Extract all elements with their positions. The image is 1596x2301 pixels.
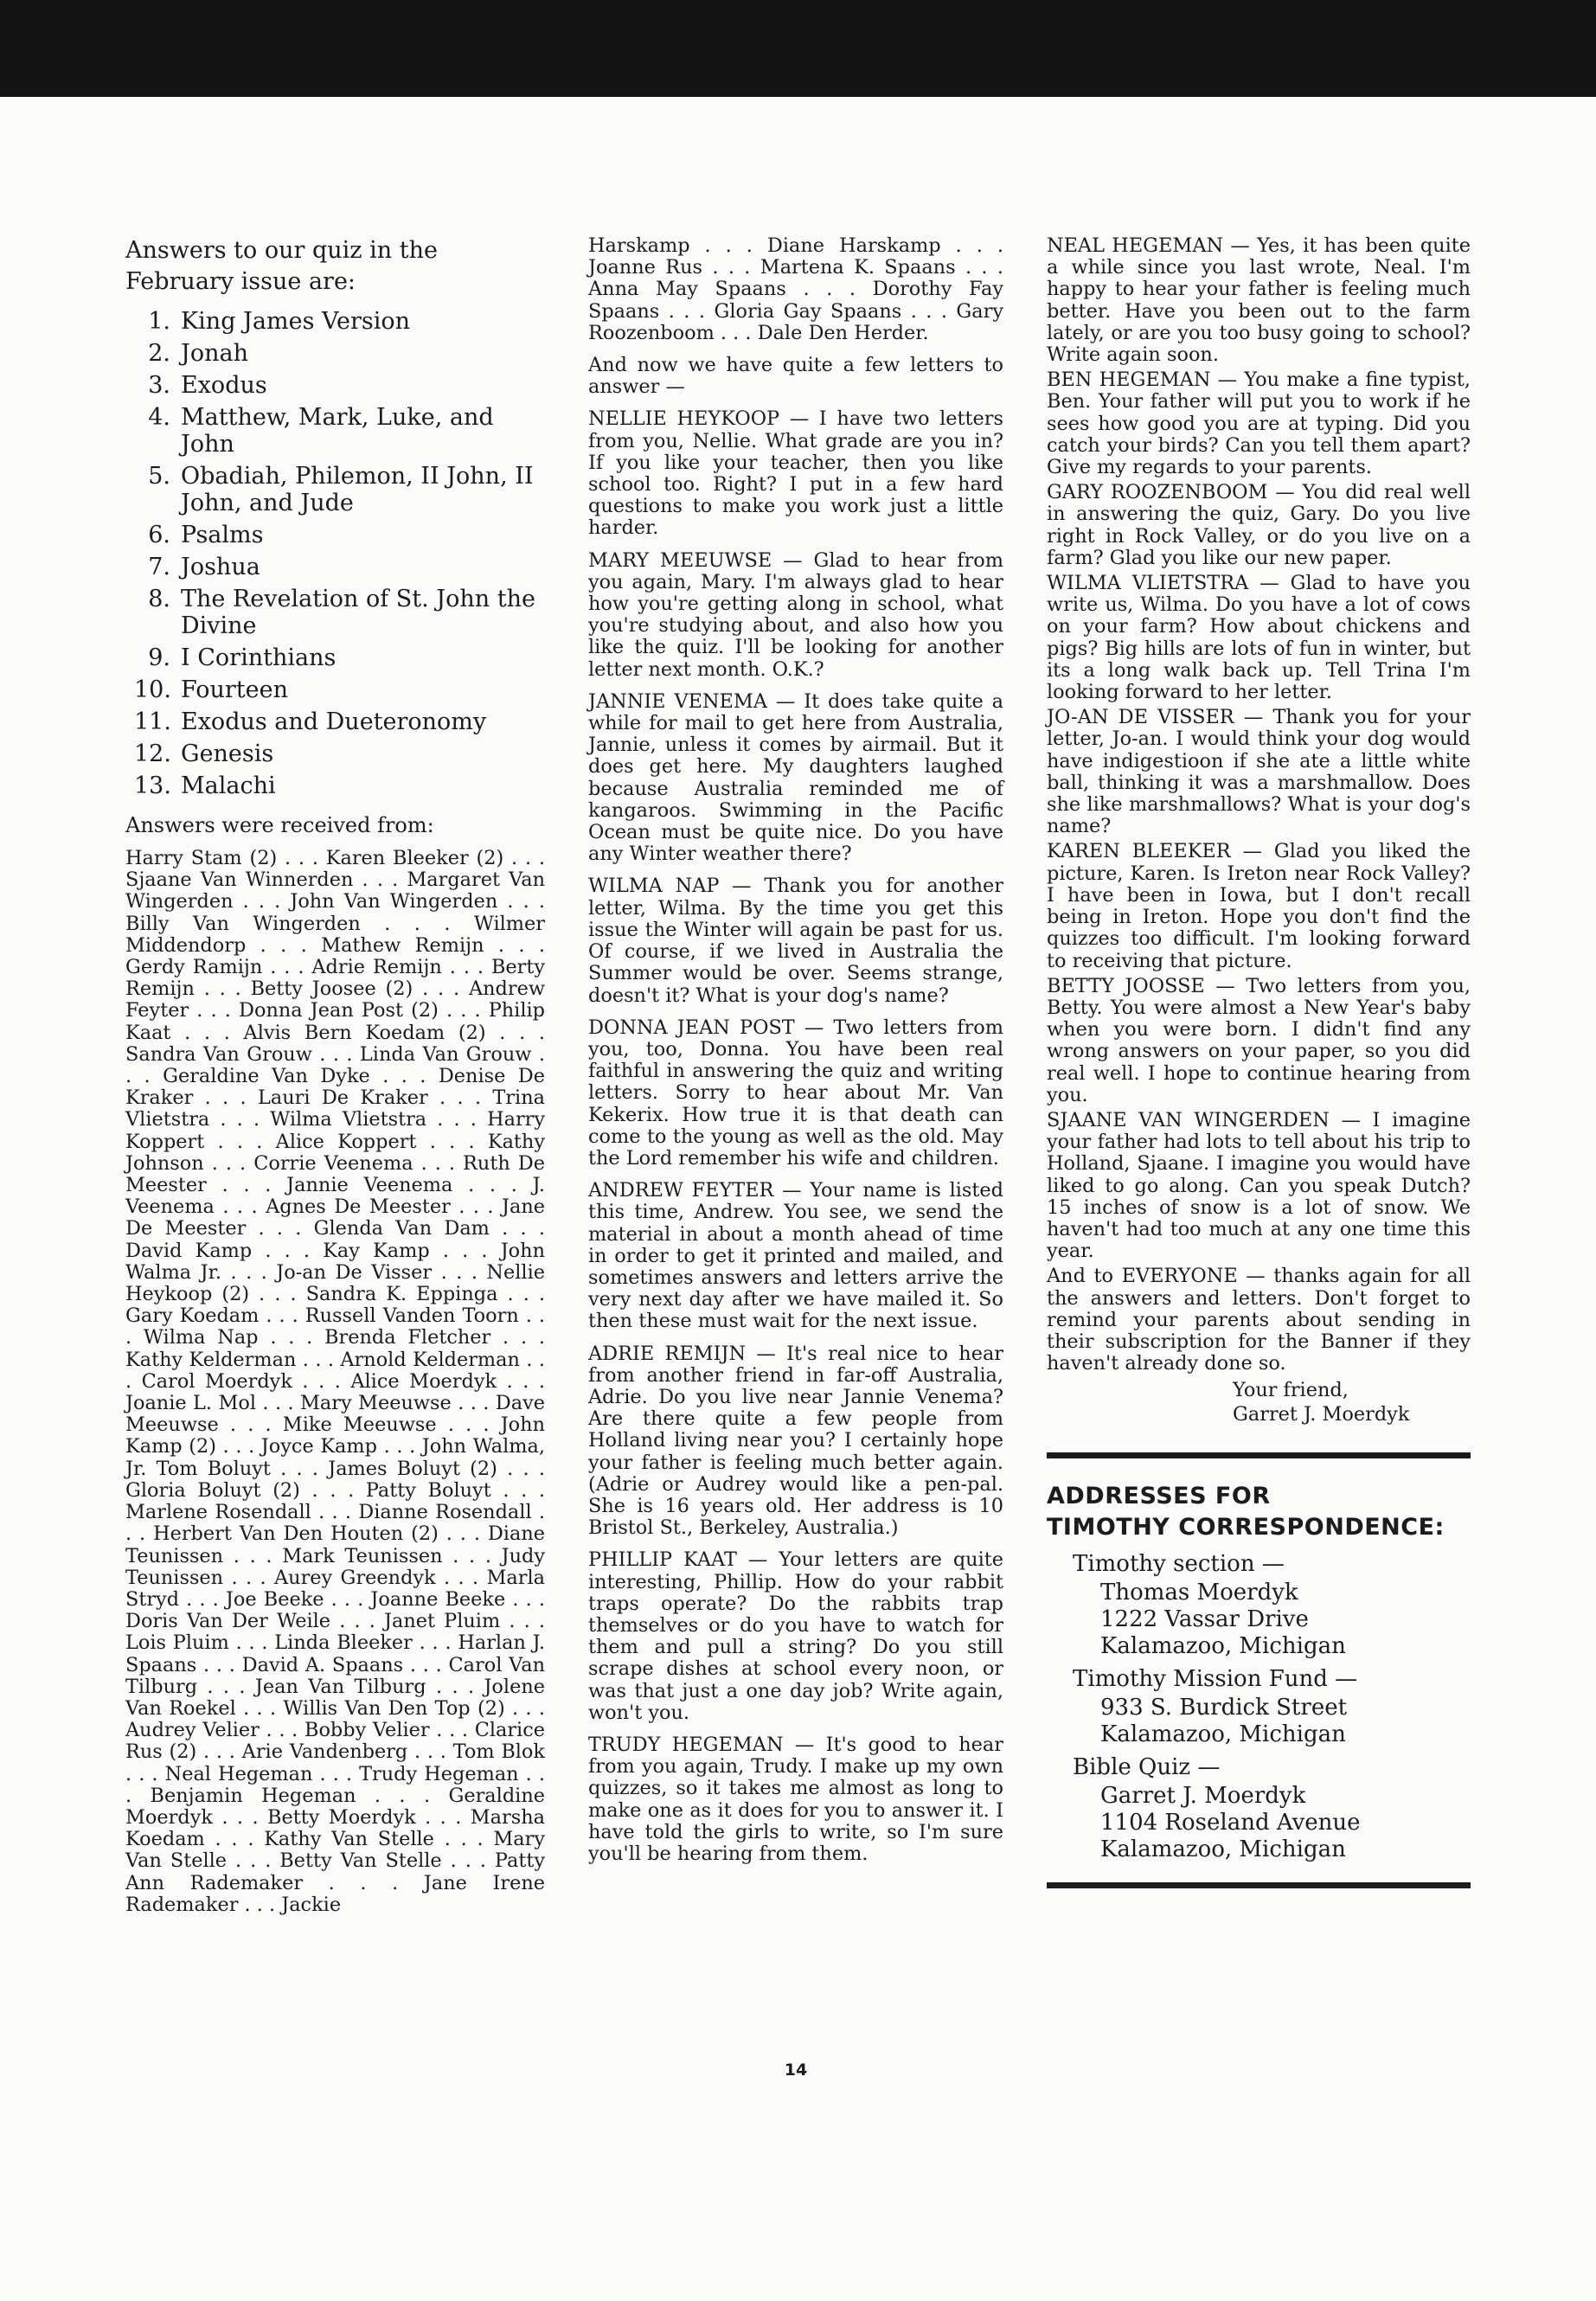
quiz-answer: 8. The Revelation of St. John the Divine [148, 586, 535, 639]
column-letters-1 [588, 235, 1003, 1875]
letter-reply: KAREN BLEEKER — Glad you liked the picture, Karen. Is Ireton near Rock Valley? I have been in Iowa, but I don't recall being in Ireton. Hope you don't find the quizzes too difficult. I'm looking forward to receiving that picture. [1047, 840, 1471, 972]
letter-reply: DONNA JEAN POST — Two letters from you, too, Donna. You have been real faithful in answering the quiz and writing letters. Sorry to hear about Mr. Van Kekerix. How true it is that death can come to the young as well as the old. May the Lord remember his wife and children. [588, 1016, 1003, 1170]
letter-reply: SJAANE VAN WINGERDEN — I imagine your father had lots to tell about his trip to Holland, Sjaane. I imagine you would have liked to go along. Can you speak Dutch? 15 inches of snow is a lot of snow. We haven't had too much at any one time this year. [1047, 1108, 1471, 1263]
address-section-label: Bible Quiz — [1073, 1754, 1221, 1781]
column-quiz-answers [125, 235, 545, 1926]
letter-reply: ANDREW FEYTER — Your name is listed this time, Andrew. You see, we send the material in about a month ahead of time in order to get it printed and mailed, and sometimes answers and letters arrive the very next day after we have mailed it. So then these must wait for the next issue. [588, 1179, 1003, 1333]
quiz-answer: 7. Joshua [148, 554, 260, 580]
divider-rule [1047, 1882, 1471, 1888]
quiz-answer: 13. Malachi [134, 772, 276, 799]
quiz-answer: 12. Genesis [134, 740, 274, 767]
address-line: Kalamazoo, Michigan [1100, 1836, 1346, 1863]
address-section-label: Timothy Mission Fund — [1073, 1666, 1358, 1693]
letter-reply: BEN HEGEMAN — You make a fine typist, Ben. Your father will put you to work if he sees how good you are at typing. Did you catch your birds? Can you tell them apart? Give my regards to your parents. [1047, 369, 1471, 479]
quiz-answer-list [125, 308, 545, 799]
address-line: 933 S. Burdick Street [1100, 1695, 1348, 1721]
letter-reply: ADRIE REMIJN — It's real nice to hear from another friend in far-off Australia, Adrie. Do you live near Jannie Venema? Are there quite a few people from Holland living near you? I certainly hope your father is feeling much better again. (Adrie or Audrey would like a pen-pal. She is 16 years old. Her address is 10 Bristol St., Berkeley, Australia.) [588, 1342, 1003, 1540]
quiz-answer: 9. I Corinthians [148, 644, 337, 671]
names-list: Harry Stam (2) . . . Karen Bleeker (2) . . . Sjaane Van Winnerden . . . Margaret Van Wingerden . . . John Van Wingerden . . . Billy Van Wingerden . . . Wilmer Middendorp . . . Mathew Remijn . . . Gerdy Ramijn . . . Adrie Remijn . . . Berty Remijn . . . Betty Joosee (2) . . . Andrew Feyter . . . Donna Jean Post (2) . . . Philip Kaat . . . Alvis Bern Koedam (2) . . . Sandra Van Grouw . . . Linda Van Grouw . . . Geraldine Van Dyke . . . Denise De Kraker . . . Lauri De Kraker . . . Trina Vlietstra . . . Wilma Vlietstra . . . Harry Koppert . . . Alice Koppert . . . Kathy Johnson . . . Corrie Veenema . . . Ruth De Meester . . . Jannie Veenema . . . J. Veenema . . . Agnes De Meester . . . Jane De Meester . . . Glenda Van Dam . . . David Kamp . . . Kay Kamp . . . John Walma Jr. . . . Jo-an De Visser . . . Nellie Heykoop (2) . . . Sandra K. Eppinga . . . Gary Koedam . . . Russell Vanden Toorn . . . Wilma Nap . . . Brenda Fletcher . . . Kathy Kelderman . . . Arnold Kelderman . . . Carol Moerdyk . . . Alice Moerdyk . . . Joanie L. Mol . . . Mary Meeuwse . . . Dave Meeuwse . . . Mike Meeuwse . . . John Kamp (2) . . . Joyce Kamp . . . John Walma, Jr. Tom Boluyt . . . James Boluyt (2) . . . Gloria Boluyt (2) . . . Patty Boluyt . . . Marlene Rosendall . . . Dianne Rosendall . . . Herbert Van Den Houten (2) . . . Diane Teunissen . . . Mark Teunissen . . . Judy Teunissen . . . Aurey Greendyk . . . Marla Stryd . . . Joe Beeke . . . Joanne Beeke . . . Doris Van Der Weile . . . Janet Pluim . . . Lois Pluim . . . Linda Bleeker . . . Harlan J. Spaans . . . David A. Spaans . . . Carol Van Tilburg . . . Jean Van Tilburg . . . Jolene Van Roekel . . . Willis Van Den Top (2) . . . Audrey Velier . . . Bobby Velier . . . Clarice Rus (2) . . . Arie Vandenberg . . . Tom Blok . . . Neal Hegeman . . . Trudy Hegeman . . . Benjamin Hegeman . . . Geraldine Moerdyk . . . Betty Moerdyk . . . Marsha Koedam . . . Kathy Van Stelle . . . Mary Van Stelle . . . Betty Van Stelle . . . Patty Ann Rademaker . . . Jane Irene Rademaker . . . Jackie [125, 847, 545, 1916]
letter-reply: NEAL HEGEMAN — Yes, it has been quite a while since you last wrote, Neal. I'm happy to hear your father is feeling much better. Have you been out to the farm lately, or are you too busy going to school? Write again soon. [1047, 234, 1471, 367]
column-letters-2 [1047, 235, 1471, 1888]
address-line: Thomas Moerdyk [1100, 1580, 1298, 1606]
signature: Garret J. Moerdyk [1233, 1403, 1410, 1426]
letter-reply: JO-AN DE VISSER — Thank you for your letter, Jo-an. I would think your dog would have indigestioon if she ate a little white ball, thinking it was a marshmallow. Does she like marshmallows? What is your dog's name? [1047, 706, 1471, 838]
quiz-answer: 5. Obadiah, Philemon, II John, II John, and Jude [148, 463, 534, 516]
quiz-answer: 1. King James Version [148, 308, 411, 335]
quiz-answer: 2. Jonah [148, 340, 248, 367]
address-line: 1222 Vassar Drive [1100, 1606, 1309, 1633]
quiz-answer: 11. Exodus and Dueteronomy [134, 708, 487, 735]
letter-reply: BETTY JOOSSE — Two letters from you, Betty. You were almost a New Year's baby when you were born. I didn't find any wrong answers on your paper, so you did real well. I hope to continue hearing from you. [1047, 974, 1471, 1106]
address-line: 1104 Roseland Avenue [1100, 1810, 1361, 1836]
letter-reply: NELLIE HEYKOOP — I have two letters from you, Nellie. What grade are you in? If you like your teacher, then you like school too. Right? I put in a few hard questions to make you work just a little harder. [588, 407, 1003, 540]
address-line: Garret J. Moerdyk [1100, 1783, 1306, 1810]
page-number: 14 [784, 2061, 808, 2080]
letter-reply: PHILLIP KAAT — Your letters are quite interesting, Phillip. How do your rabbit traps operate? Do the rabbits trap themselves or do you have to watch for them and pull a string? Do you still scrape dishes at school every noon, or was that just a one day job? Write again, won't you. [588, 1548, 1003, 1724]
quiz-intro: Answers to our quiz in the February issue are: [125, 237, 438, 295]
quiz-answer: 4. Matthew, Mark, Luke, and John [148, 404, 494, 458]
names-list-continued: Harskamp . . . Diane Harskamp . . . Joanne Rus . . . Martena K. Spaans . . . Anna May Spaans . . . Dorothy Fay Spaans . . . Gloria Gay Spaans . . . Gary Roozenboom . . . Dale Den Herder. [588, 234, 1003, 344]
received-heading: Answers were received from: [125, 813, 434, 837]
quiz-answer: 3. Exodus [148, 372, 267, 399]
magazine-page [0, 97, 1596, 2301]
letter-reply: JANNIE VENEMA — It does take quite a while for mail to get here from Australia, Jannie, unless it comes by airmail. But it does get here. My daughters laughed because Australia reminded me of kangaroos. Swimming in the Pacific Ocean must be quite nice. Do you have any Winter weather there? [588, 689, 1003, 866]
closing-note: And to EVERYONE — thanks again for all the answers and letters. Don't forget to remind your parents about sending in their subscription for the Banner if they haven't already done so. [1047, 1265, 1471, 1375]
addresses-heading: ADDRESSES FOR TIMOTHY CORRESPONDENCE: [1047, 1483, 1445, 1541]
letter-reply: WILMA NAP — Thank you for another letter, Wilma. By the time you get this issue the Winter will again be past for us. Of course, if we lived in Australia the Summer would be over. Seems strange, doesn't it? What is your dog's name? [588, 875, 1003, 1007]
letter-reply: TRUDY HEGEMAN — It's good to hear from you again, Trudy. I make up my own quizzes, so it takes me almost as long to make one as it does for you to answer it. I have told the girls to write, so I'm sure you'll be hearing from them. [588, 1734, 1003, 1866]
quiz-answer: 6. Psalms [148, 522, 264, 548]
addresses-box [1047, 1481, 1471, 1863]
divider-rule [1047, 1452, 1471, 1458]
letter-reply: MARY MEEUWSE — Glad to hear from you again, Mary. I'm always glad to hear how you're getting along in school, what you're studying about, and also how you like the quiz. I'll be looking for another letter next month. O.K.? [588, 548, 1003, 681]
address-line: Kalamazoo, Michigan [1100, 1721, 1346, 1748]
address-line: Kalamazoo, Michigan [1100, 1633, 1346, 1660]
letters-intro: And now we have quite a few letters to answer — [588, 354, 1003, 399]
quiz-answer: 10. Fourteen [134, 676, 289, 703]
signoff: Your friend, [1233, 1379, 1349, 1402]
letter-reply: WILMA VLIETSTRA — Glad to have you write us, Wilma. Do you have a lot of cows on your farm? How about chickens and pigs? Big hills are lots of fun in winter, but its a long walk back up. Tell Trina I'm looking forward to her letter. [1047, 572, 1471, 704]
address-section-label: Timothy section — [1073, 1551, 1285, 1578]
letter-reply: GARY ROOZENBOOM — You did real well in answering the quiz, Gary. Do you live right in Rock Valley, or do you live on a farm? Glad you like our new paper. [1047, 481, 1471, 569]
